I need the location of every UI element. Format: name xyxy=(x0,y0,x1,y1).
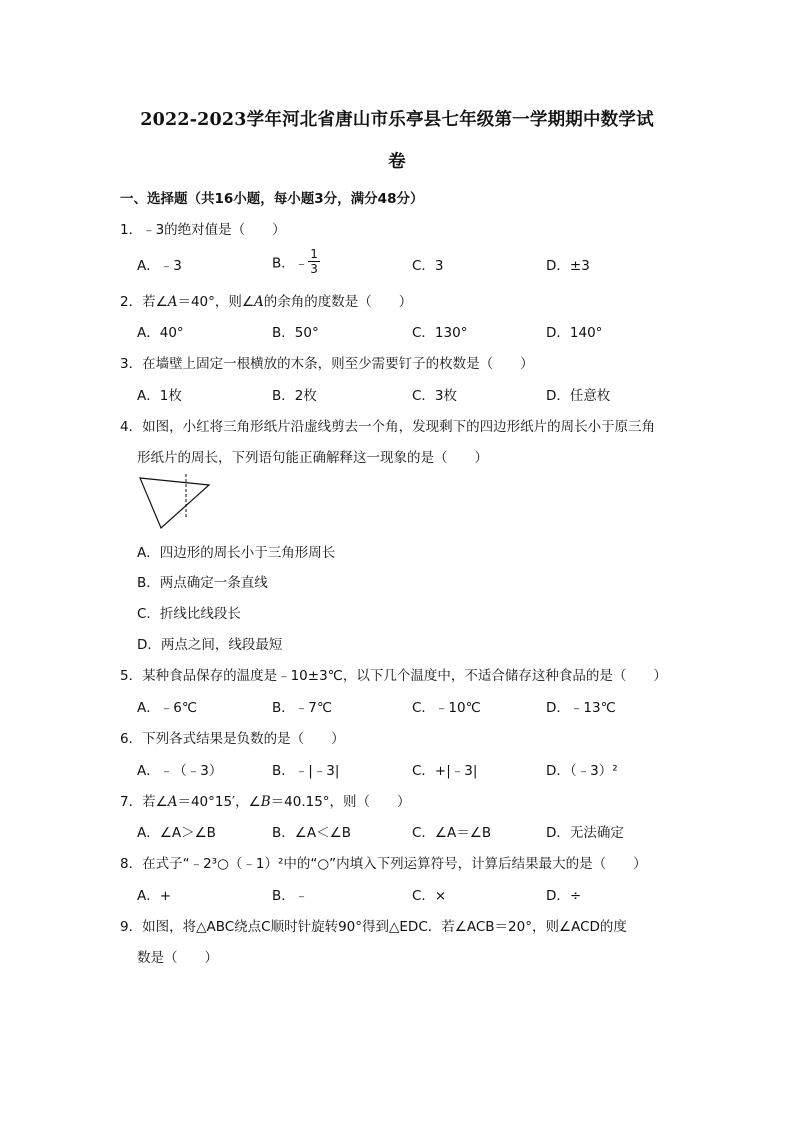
q7-option-a: A．∠A＞∠B xyxy=(137,825,216,841)
q7-option-c: C．∠A＝∠B xyxy=(412,825,492,841)
triangle-outline xyxy=(140,478,209,528)
q4-option-a: A．四边形的周长小于三角形周长 xyxy=(137,545,336,561)
q6-option-c: C．+|﹣3| xyxy=(412,763,478,779)
q6-option-b: B．﹣|﹣3| xyxy=(272,763,340,779)
q8-option-a: A．+ xyxy=(137,888,172,904)
q3-option-a: A．1枚 xyxy=(137,388,182,404)
q1-option-c: C．3 xyxy=(412,258,444,274)
q5-option-c: C．﹣10℃ xyxy=(412,700,481,716)
q7-option-d: D．无法确定 xyxy=(546,825,624,841)
fraction: $\frac{1}{3}$ xyxy=(310,247,318,276)
q7-option-b: B．∠A＜∠B xyxy=(272,825,351,841)
q3-option-b: B．2枚 xyxy=(272,388,317,404)
question-2: 2．若∠A＝40°，则∠A的余角的度数是（ ） xyxy=(120,294,413,310)
q4-option-b: B．两点确定一条直线 xyxy=(137,575,268,591)
question-4-continued: 形纸片的周长，下列语句能正确解释这一现象的是（ ） xyxy=(137,450,488,466)
triangle-figure xyxy=(134,474,214,534)
q4-option-c: C．折线比线段长 xyxy=(137,606,241,622)
question-6: 6．下列各式结果是负数的是（ ） xyxy=(120,731,345,747)
q2-option-c: C．130° xyxy=(412,325,468,341)
question-5: 5．某种食品保存的温度是﹣10±3℃，以下几个温度中，不适合储存这种食品的是（ ） xyxy=(120,668,667,684)
question-7: 7．若∠A＝40°15′，∠B＝40.15°，则（ ） xyxy=(120,794,411,810)
q2-option-b: B．50° xyxy=(272,325,319,341)
q1-option-b: B．﹣ $\frac{1}{3}$ xyxy=(272,247,318,276)
q6-option-a: A．﹣（﹣3） xyxy=(137,763,223,779)
q5-option-d: D．﹣13℃ xyxy=(546,700,616,716)
q2-option-a: A．40° xyxy=(137,325,184,341)
q3-option-d: D．任意枚 xyxy=(546,388,611,404)
page-title-continued: 卷 xyxy=(388,152,406,172)
question-9-continued: 数是（ ） xyxy=(137,950,218,966)
q8-option-c: C．× xyxy=(412,888,447,904)
q5-option-b: B．﹣7℃ xyxy=(272,700,333,716)
q1-option-a: A．﹣3 xyxy=(137,258,182,274)
question-4: 4．如图，小红将三角形纸片沿虚线剪去一个角，发现剩下的四边形纸片的周长小于原三角 xyxy=(120,419,656,435)
q5-option-a: A．﹣6℃ xyxy=(137,700,197,716)
question-9: 9．如图，将△ABC绕点C顺时针旋转90°得到△EDC．若∠ACB＝20°，则∠ACD的度 xyxy=(120,919,627,935)
q8-option-b: B．﹣ xyxy=(272,888,309,904)
q8-option-d: D．÷ xyxy=(546,888,582,904)
q2-option-d: D．140° xyxy=(546,325,603,341)
question-8: 8．在式子“﹣2³○（﹣1）²中的“○”内填入下列运算符号，计算后结果最大的是（ ） xyxy=(120,856,647,872)
page-title: 2022-2023学年河北省唐山市乐亭县七年级第一学期期中数学试 xyxy=(140,110,654,130)
q1-option-d: D．±3 xyxy=(546,258,590,274)
q6-option-d: D．（﹣3）² xyxy=(546,763,618,779)
q3-option-c: C．3枚 xyxy=(412,388,458,404)
q4-option-d: D．两点之间，线段最短 xyxy=(137,637,283,653)
question-1: 1．﹣3的绝对值是（ ） xyxy=(120,222,286,238)
question-3: 3．在墙壁上固定一根横放的木条，则至少需要钉子的枚数是（ ） xyxy=(120,356,534,372)
section-heading: 一、选择题（共16小题，每小题3分，满分48分） xyxy=(120,191,424,207)
